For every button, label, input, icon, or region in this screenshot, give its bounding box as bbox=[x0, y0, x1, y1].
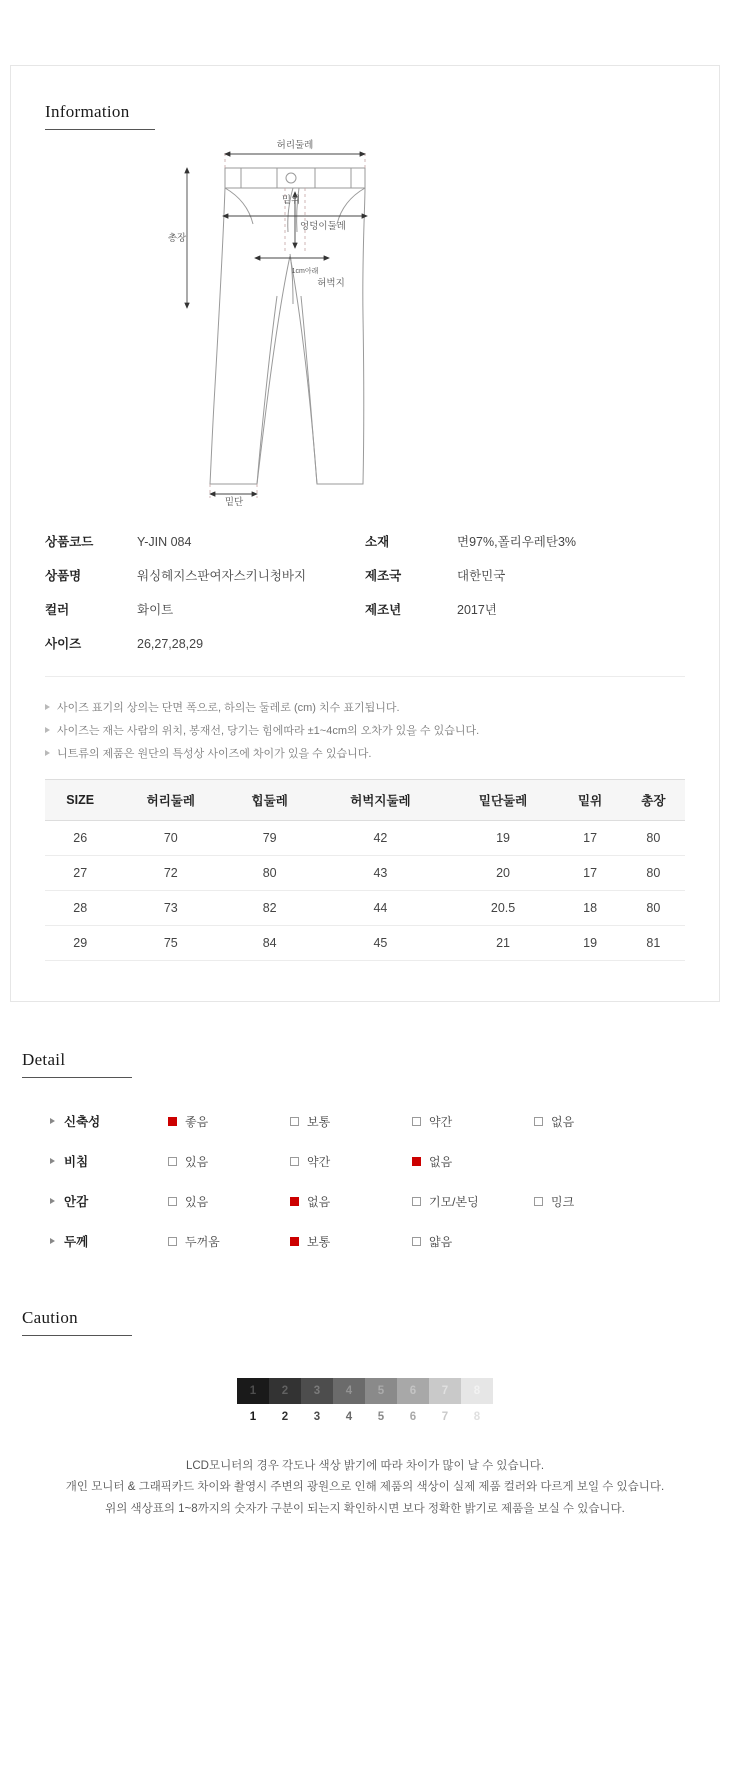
bullet-triangle-icon bbox=[45, 750, 50, 756]
size-table-header-cell: 힙둘레 bbox=[226, 780, 313, 821]
detail-heading: Detail bbox=[22, 1050, 132, 1078]
spec-value: 2017년 bbox=[457, 603, 497, 617]
table-cell: 26 bbox=[45, 821, 115, 856]
swatch-cell bbox=[333, 1378, 365, 1404]
table-cell: 17 bbox=[558, 856, 621, 891]
checkbox-icon[interactable] bbox=[534, 1117, 543, 1126]
bullet-triangle-icon bbox=[50, 1118, 55, 1124]
swatch-number: 3 bbox=[313, 1411, 321, 1423]
swatch-block bbox=[237, 1378, 493, 1430]
detail-label-text: 신축성 bbox=[64, 1115, 101, 1129]
note-text: 니트류의 제품은 원단의 특성상 사이즈에 차이가 있을 수 있습니다. bbox=[57, 748, 372, 760]
detail-option-rows bbox=[22, 1112, 708, 1250]
table-cell: 73 bbox=[115, 891, 226, 926]
bullet-triangle-icon bbox=[50, 1198, 55, 1204]
checkbox-icon[interactable] bbox=[412, 1237, 421, 1246]
spec-value: 면97%,폴리우레탄3% bbox=[457, 535, 577, 549]
swatch-number: 4 bbox=[345, 1411, 353, 1423]
detail-row-stretch bbox=[50, 1112, 680, 1130]
size-table-header-cell: 허리둘레 bbox=[115, 780, 226, 821]
option-label: 있음 bbox=[185, 1194, 209, 1209]
detail-row-label bbox=[50, 1232, 168, 1250]
option-label: 없음 bbox=[307, 1194, 331, 1209]
swatch-cell bbox=[269, 1378, 301, 1404]
table-cell: 43 bbox=[313, 856, 448, 891]
spec-row bbox=[45, 532, 365, 550]
size-table-header-cell: SIZE bbox=[45, 780, 115, 821]
swatch-cell bbox=[333, 1404, 365, 1430]
note-text: 사이즈 표기의 상의는 단면 폭으로, 하의는 둘레로 (cm) 치수 표기됩니다. bbox=[57, 702, 400, 714]
product-spec-grid bbox=[45, 532, 685, 677]
label-total-length: 총장 bbox=[167, 233, 187, 244]
checkbox-icon[interactable] bbox=[412, 1197, 421, 1206]
detail-label-text: 비침 bbox=[64, 1155, 89, 1169]
measurement-notes bbox=[45, 699, 685, 761]
table-cell: 72 bbox=[115, 856, 226, 891]
note-text: 사이즈는 재는 사람의 위치, 봉재선, 당기는 힘에따라 ±1~4cm의 오차가 있을 수 있습니다. bbox=[57, 725, 480, 737]
checkbox-icon[interactable] bbox=[168, 1237, 177, 1246]
spec-key: 상품명 bbox=[45, 569, 82, 583]
label-thigh-note: 1cm아래 bbox=[291, 268, 319, 275]
caution-heading: Caution bbox=[22, 1308, 132, 1336]
table-row bbox=[45, 856, 685, 891]
table-cell: 79 bbox=[226, 821, 313, 856]
detail-label-text: 두께 bbox=[64, 1235, 89, 1249]
caution-section bbox=[22, 1308, 708, 1580]
spec-row bbox=[45, 566, 365, 584]
swatch-cell bbox=[365, 1404, 397, 1430]
option-label: 있음 bbox=[185, 1154, 209, 1169]
spec-key: 제조년 bbox=[365, 603, 402, 617]
swatch-number: 8 bbox=[473, 1411, 481, 1423]
checkbox-icon[interactable] bbox=[290, 1237, 299, 1246]
detail-option[interactable] bbox=[290, 1153, 412, 1170]
detail-option[interactable] bbox=[534, 1193, 656, 1210]
swatch-number: 2 bbox=[281, 1385, 289, 1397]
information-heading: Information bbox=[45, 102, 155, 130]
label-crotch: 밑위 bbox=[281, 195, 301, 206]
table-row bbox=[45, 891, 685, 926]
detail-option[interactable] bbox=[290, 1113, 412, 1130]
table-cell: 28 bbox=[45, 891, 115, 926]
option-label: 두꺼움 bbox=[185, 1234, 220, 1249]
checkbox-icon[interactable] bbox=[168, 1117, 177, 1126]
checkbox-icon[interactable] bbox=[412, 1117, 421, 1126]
table-cell: 29 bbox=[45, 926, 115, 961]
detail-option[interactable] bbox=[412, 1193, 534, 1210]
size-table-header-cell: 밑단둘레 bbox=[448, 780, 559, 821]
caution-text-block bbox=[22, 1456, 708, 1520]
detail-option[interactable] bbox=[168, 1153, 290, 1170]
option-label: 기모/본딩 bbox=[429, 1194, 479, 1209]
option-label: 없음 bbox=[551, 1114, 575, 1129]
label-hem: 밑단 bbox=[224, 497, 244, 506]
table-cell: 27 bbox=[45, 856, 115, 891]
swatch-row-top bbox=[237, 1378, 493, 1404]
swatch-cell bbox=[397, 1404, 429, 1430]
size-table-header-cell: 밑위 bbox=[558, 780, 621, 821]
table-cell: 81 bbox=[622, 926, 685, 961]
size-table-header-row bbox=[45, 780, 685, 821]
table-cell: 84 bbox=[226, 926, 313, 961]
bullet-triangle-icon bbox=[45, 704, 50, 710]
detail-option[interactable] bbox=[412, 1153, 534, 1170]
table-row bbox=[45, 821, 685, 856]
table-cell: 18 bbox=[558, 891, 621, 926]
option-label: 좋음 bbox=[185, 1114, 209, 1129]
detail-option[interactable] bbox=[168, 1233, 290, 1250]
swatch-cell bbox=[301, 1404, 333, 1430]
spec-row bbox=[365, 566, 685, 584]
caution-line: 개인 모니터 & 그래픽카드 차이와 촬영시 주변의 광원으로 인해 제품의 색상이 실제 제품 컬러와 다르게 보일 수 있습니다. bbox=[65, 1481, 665, 1494]
table-cell: 19 bbox=[448, 821, 559, 856]
checkbox-icon[interactable] bbox=[412, 1157, 421, 1166]
table-cell: 75 bbox=[115, 926, 226, 961]
swatch-number: 6 bbox=[409, 1411, 417, 1423]
note-item bbox=[45, 745, 685, 761]
option-label: 약간 bbox=[307, 1154, 331, 1169]
caution-line: LCD모니터의 경우 각도나 색상 밝기에 따라 차이가 많이 날 수 있습니다. bbox=[185, 1460, 545, 1472]
swatch-cell bbox=[461, 1378, 493, 1404]
color-calibration-chart bbox=[22, 1378, 708, 1430]
table-cell: 80 bbox=[622, 821, 685, 856]
detail-option[interactable] bbox=[412, 1233, 534, 1250]
swatch-number: 5 bbox=[377, 1411, 385, 1423]
spec-column-right bbox=[365, 532, 685, 652]
checkbox-icon[interactable] bbox=[290, 1197, 299, 1206]
caution-line: 위의 색상표의 1~8까지의 숫자가 구분이 되는지 확인하시면 보다 정확한 밝기로 제품을 보실 수 있습니다. bbox=[105, 1502, 625, 1515]
swatch-number: 6 bbox=[409, 1385, 417, 1397]
detail-option[interactable] bbox=[534, 1113, 656, 1130]
swatch-cell bbox=[237, 1404, 269, 1430]
pants-measurement-drawing bbox=[165, 136, 565, 506]
swatch-number: 7 bbox=[441, 1385, 449, 1397]
option-label: 보통 bbox=[307, 1234, 331, 1249]
table-cell: 80 bbox=[622, 856, 685, 891]
option-label: 없음 bbox=[429, 1154, 453, 1169]
swatch-cell bbox=[397, 1378, 429, 1404]
swatch-cell bbox=[301, 1378, 333, 1404]
detail-option[interactable] bbox=[412, 1113, 534, 1130]
detail-option[interactable] bbox=[168, 1193, 290, 1210]
label-thigh: 허벅지 bbox=[317, 278, 345, 289]
spec-row bbox=[45, 600, 365, 618]
information-panel bbox=[10, 65, 720, 1002]
spec-value: 대한민국 bbox=[457, 569, 506, 583]
table-cell: 80 bbox=[622, 891, 685, 926]
swatch-cell bbox=[429, 1404, 461, 1430]
spec-row bbox=[45, 634, 365, 652]
spec-row bbox=[365, 532, 685, 550]
label-waist: 허리둘레 bbox=[276, 140, 314, 151]
table-cell: 21 bbox=[448, 926, 559, 961]
table-cell: 17 bbox=[558, 821, 621, 856]
swatch-number: 1 bbox=[249, 1411, 257, 1423]
detail-option[interactable] bbox=[168, 1113, 290, 1130]
spec-key: 컬러 bbox=[45, 603, 70, 617]
swatch-cell bbox=[429, 1378, 461, 1404]
table-cell: 82 bbox=[226, 891, 313, 926]
checkbox-icon[interactable] bbox=[290, 1117, 299, 1126]
swatch-number: 1 bbox=[249, 1385, 257, 1397]
detail-label-text: 안감 bbox=[64, 1195, 89, 1209]
table-cell: 20.5 bbox=[448, 891, 559, 926]
table-cell: 44 bbox=[313, 891, 448, 926]
bullet-triangle-icon bbox=[50, 1158, 55, 1164]
swatch-number: 5 bbox=[377, 1385, 385, 1397]
swatch-cell bbox=[237, 1378, 269, 1404]
swatch-cell bbox=[269, 1404, 301, 1430]
checkbox-icon[interactable] bbox=[168, 1197, 177, 1206]
spec-value: 워싱헤지스판여자스키니청바지 bbox=[137, 569, 307, 583]
option-label: 약간 bbox=[429, 1114, 453, 1129]
spec-key: 소재 bbox=[365, 535, 390, 549]
spec-key: 제조국 bbox=[365, 569, 402, 583]
detail-section bbox=[22, 1050, 708, 1250]
checkbox-icon[interactable] bbox=[290, 1157, 299, 1166]
bullet-triangle-icon bbox=[50, 1238, 55, 1244]
size-table bbox=[45, 779, 685, 961]
swatch-cell bbox=[365, 1378, 397, 1404]
product-detail-page bbox=[0, 65, 730, 1580]
detail-row-lining bbox=[50, 1192, 680, 1210]
detail-row-sheerness bbox=[50, 1152, 680, 1170]
spec-key: 사이즈 bbox=[45, 637, 82, 651]
detail-row-label bbox=[50, 1112, 168, 1130]
spec-row bbox=[365, 600, 685, 618]
swatch-number: 2 bbox=[281, 1411, 289, 1423]
table-cell: 19 bbox=[558, 926, 621, 961]
checkbox-icon[interactable] bbox=[534, 1197, 543, 1206]
swatch-number: 4 bbox=[345, 1385, 353, 1397]
spec-value: 26,27,28,29 bbox=[137, 637, 204, 651]
note-item bbox=[45, 699, 685, 715]
note-item bbox=[45, 722, 685, 738]
spec-column-left bbox=[45, 532, 365, 652]
spec-value: Y-JIN 084 bbox=[137, 535, 192, 549]
size-table-header-cell: 허벅지둘레 bbox=[313, 780, 448, 821]
swatch-number: 7 bbox=[441, 1411, 449, 1423]
checkbox-icon[interactable] bbox=[168, 1157, 177, 1166]
size-table-header-cell: 총장 bbox=[622, 780, 685, 821]
spec-key: 상품코드 bbox=[45, 535, 94, 549]
bullet-triangle-icon bbox=[45, 727, 50, 733]
swatch-number: 8 bbox=[473, 1385, 481, 1397]
swatch-number: 3 bbox=[313, 1385, 321, 1397]
swatch-row-bottom bbox=[237, 1404, 493, 1430]
size-diagram bbox=[45, 136, 685, 506]
detail-row-label bbox=[50, 1192, 168, 1210]
table-cell: 20 bbox=[448, 856, 559, 891]
table-cell: 70 bbox=[115, 821, 226, 856]
table-cell: 42 bbox=[313, 821, 448, 856]
detail-row-label bbox=[50, 1152, 168, 1170]
detail-option[interactable] bbox=[290, 1193, 412, 1210]
table-cell: 45 bbox=[313, 926, 448, 961]
detail-row-thickness bbox=[50, 1232, 680, 1250]
detail-option[interactable] bbox=[290, 1233, 412, 1250]
option-label: 밍크 bbox=[551, 1194, 575, 1209]
swatch-cell bbox=[461, 1404, 493, 1430]
option-label: 보통 bbox=[307, 1114, 331, 1129]
table-row bbox=[45, 926, 685, 961]
spec-value: 화이트 bbox=[137, 603, 174, 617]
option-label: 얇음 bbox=[429, 1234, 453, 1249]
table-cell: 80 bbox=[226, 856, 313, 891]
label-hip: 엉덩이둘레 bbox=[300, 221, 346, 232]
